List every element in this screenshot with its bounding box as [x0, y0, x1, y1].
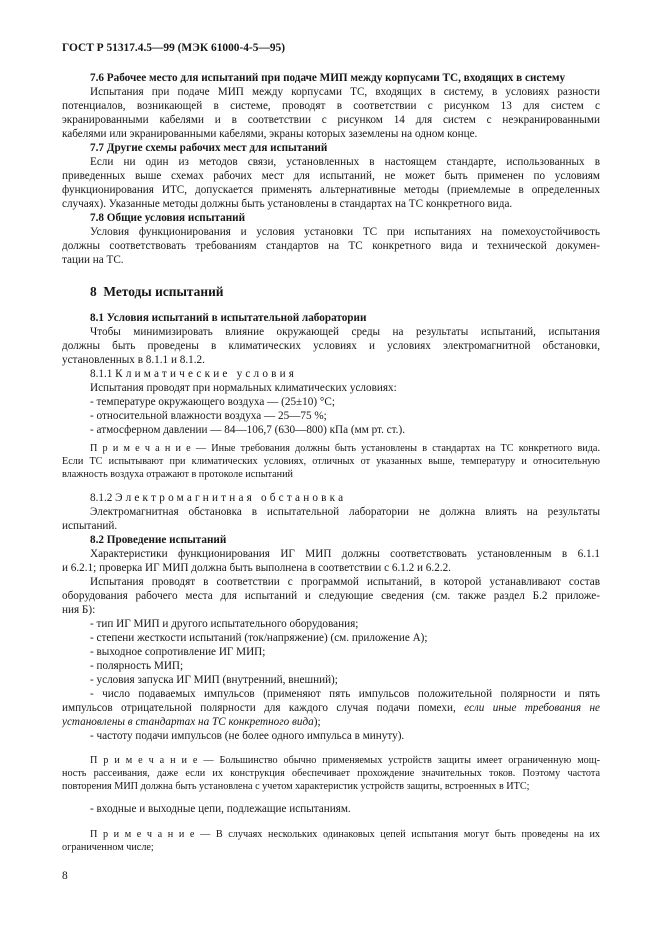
list-item: - тип ИГ МИП и другого испытательного оборудования;	[90, 618, 359, 630]
note-line	[90, 755, 600, 767]
section-title: Условия испытаний в испытательной лаборатории	[106, 312, 367, 324]
section-8-1-heading	[90, 312, 600, 325]
paragraph-line: установленных в 8.1.1 и 8.1.2.	[62, 354, 205, 366]
note-label: П р и м е ч а н и е	[90, 829, 195, 840]
section-7-6-heading	[90, 72, 600, 85]
list-item: - входные и выходные цепи, подлежащие испытаниям.	[90, 803, 351, 815]
paragraph-line: Чтобы минимизировать влияние окружающей среды на результаты испытаний, испытания	[90, 326, 600, 338]
section-number: 8.1	[90, 312, 104, 324]
note-label: П р и м е ч а н и е	[90, 443, 191, 454]
section-title: Рабочее место для испытаний при подаче МИП между корпусами ТС, входящих в систему	[106, 72, 566, 84]
note-line	[90, 443, 600, 455]
note-text: — В случаях нескольких одинаковых цепей испытания могут быть проведены на их	[194, 829, 600, 840]
paragraph-line: Испытания при подаче МИП между корпусами ТС, входящих в систему, в условиях разности	[90, 86, 600, 98]
note-line: ность рассеивания, даже если их конструкция обеспечивает прохождение значительных токов. Поэтому частота	[62, 768, 600, 779]
list-item: - полярность МИП;	[90, 660, 184, 672]
paragraph-line: тации на ТС.	[62, 254, 124, 266]
section-title: Климатические условия	[115, 368, 298, 380]
paragraph-line: Испытания проводят при нормальных климатических условиях:	[90, 382, 397, 394]
note-text: — Иные требования должны быть установлены в стандартах на ТС конкретного вида.	[190, 443, 600, 454]
section-7-7-heading	[90, 142, 600, 155]
note-line: влажность воздуха отражают в протоколе испытаний	[62, 469, 293, 480]
section-8-heading	[90, 284, 600, 299]
list-item: - температуре окружающего воздуха — (25±10) °С;	[90, 396, 335, 408]
paragraph-line: случаях). Указанные методы должны быть установлены в стандартах на ТС конкретного вида.	[62, 198, 513, 210]
section-number: 7.7	[90, 142, 104, 154]
section-title: Другие схемы рабочих мест для испытаний	[106, 142, 328, 154]
paragraph-line: должны соответствовать требованиям стандартов на ТС конкретного вида и технической докумен-	[62, 240, 600, 252]
section-7-8-heading	[90, 212, 600, 225]
note-label: П р и м е ч а н и е	[90, 755, 198, 766]
note-line: повторения МИП должна быть установлена с учетом характеристик устройств защиты, встроенных в ИТС;	[62, 781, 530, 792]
italic-fragment: установлены в стандартах на ТС конкретного вида	[62, 716, 314, 728]
section-number: 8.2	[90, 534, 104, 546]
paragraph-line: Испытания проводят в соответствии с программой испытаний, в которой устанавливают состав	[90, 576, 600, 588]
paragraph-line: и 6.2.1; проверка ИГ МИП должна быть выполнена в соответствии с 6.1.2 и 6.2.2.	[62, 562, 451, 574]
section-8-2-heading	[90, 534, 600, 547]
paragraph-line: Если ни один из методов связи, установленных в настоящем стандарте, использованных в	[90, 156, 600, 168]
section-number: 8.1.1	[90, 368, 113, 380]
text-fragment: импульсов отрицательной полярности для каждого случая подачи помехи,	[62, 702, 465, 714]
paragraph-line: функционирования ИТС, допускается применять альтернативные методы (приемлемые в определенных	[62, 184, 600, 196]
document-header: ГОСТ Р 51317.4.5—99 (МЭК 61000-4-5—95)	[62, 42, 286, 54]
section-number: 8	[90, 284, 97, 299]
list-item: - частоту подачи импульсов (не более одного импульса в минуту).	[90, 730, 405, 742]
paragraph-line: экранированными кабелями и в соответствии с рисунком 14 для систем с неэкранированными	[62, 114, 600, 126]
paragraph-line	[62, 702, 600, 715]
note-line: ограниченном числе;	[62, 842, 154, 853]
list-item: - выходное сопротивление ИГ МИП;	[90, 646, 266, 658]
note-line	[90, 829, 600, 841]
list-item: - относительной влажности воздуха — 25—75 %;	[90, 410, 327, 422]
paragraph-line: Характеристики функционирования ИГ МИП должны соответствовать установленным в 6.1.1	[90, 548, 600, 560]
paragraph-line: оборудования рабочего места для испытаний и следующие сведения (см. также раздел Б.2 приложе-	[62, 590, 600, 602]
section-number: 8.1.2	[90, 492, 113, 504]
paragraph-line: Электромагнитная обстановка в испытательной лаборатории не должна влиять на результаты	[90, 506, 600, 518]
section-title: Электромагнитная обстановка	[115, 492, 347, 504]
list-item: - атмосферном давлении — 84—106,7 (630—800) кПа (мм рт. ст.).	[90, 424, 405, 436]
list-item: - условия запуска ИГ МИП (внутренний, внешний);	[90, 674, 338, 686]
note-line: Если ТС испытывают при климатических условиях, отличных от указанных выше, температуру и относительную	[62, 456, 600, 467]
section-8-1-2-heading	[90, 492, 600, 505]
paragraph-line: приведенных выше схемах рабочих мест для испытаний, не может быть применен по условиям	[62, 170, 600, 182]
section-title: Проведение испытаний	[106, 534, 227, 546]
italic-fragment: если иные требования не	[464, 702, 600, 714]
paragraph-line: Условия функционирования и условия установки ТС при испытаниях на помехоустойчивость	[90, 226, 600, 238]
section-number: 7.6	[90, 72, 104, 84]
text-fragment: );	[313, 716, 321, 728]
section-title: Общие условия испытаний	[106, 212, 246, 224]
paragraph-line: ния Б):	[62, 604, 96, 616]
section-number: 7.8	[90, 212, 104, 224]
paragraph-line	[62, 716, 600, 729]
note-text: — Большинство обычно применяемых устройств защиты имеет ограниченную мощ-	[197, 755, 600, 766]
section-title: Методы испытаний	[103, 284, 224, 299]
list-item: - степени жесткости испытаний (ток/напряжение) (см. приложение А);	[90, 632, 428, 644]
paragraph-line: кабелями или экранированными кабелями, экраны которых заземлены на одном конце.	[62, 128, 478, 140]
section-8-1-1-heading	[90, 368, 600, 381]
paragraph-line: должны быть проведены в климатических условиях и условиях электромагнитной обстановки,	[62, 340, 600, 352]
list-item: - число подаваемых импульсов (применяют пять импульсов положительной полярности и пять	[90, 688, 600, 700]
paragraph-line: испытаний.	[62, 520, 118, 532]
page-number: 8	[62, 870, 68, 882]
paragraph-line: потенциалов, возникающей в системе, проводят в соответствии с рисунком 13 для систем с	[62, 100, 600, 112]
